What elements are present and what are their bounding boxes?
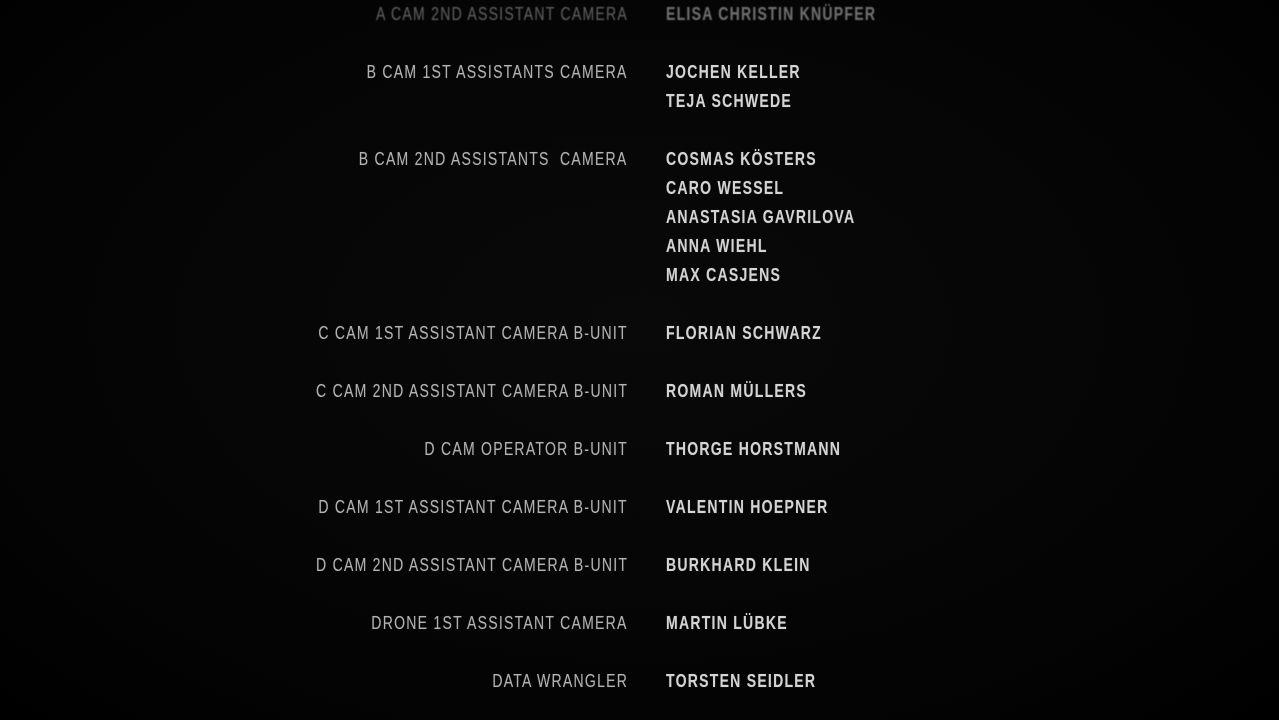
credit-role-text: B CAM 1ST ASSISTANTS CAMERA (367, 62, 628, 82)
credit-role-text: C CAM 1ST ASSISTANT CAMERA B-UNIT (318, 323, 628, 343)
credit-name-text: ELISA CHRISTIN KNÜPFER (666, 4, 877, 24)
credit-group (0, 551, 1279, 580)
credit-name-text: ANASTASIA GAVRILOVA (666, 207, 856, 227)
credit-name (666, 232, 909, 261)
credit-name (666, 609, 822, 638)
credit-names-column (666, 551, 851, 580)
credit-role (0, 319, 628, 348)
credit-role-text: D CAM 2ND ASSISTANT CAMERA B-UNIT (315, 555, 628, 575)
credit-name (666, 145, 909, 174)
credit-group (0, 609, 1279, 638)
credit-role (0, 377, 628, 406)
credit-role-text: DATA WRANGLER (492, 671, 628, 691)
credit-name-text: COSMAS KÖSTERS (666, 149, 817, 169)
credit-role-text: C CAM 2ND ASSISTANT CAMERA B-UNIT (315, 381, 628, 401)
credit-name (666, 0, 936, 29)
credit-group (0, 667, 1279, 696)
credit-names-column (666, 493, 874, 522)
credit-role-column (0, 0, 628, 29)
credit-name-text: MARTIN LÜBKE (666, 613, 788, 633)
credit-name (666, 87, 839, 116)
credit-name (666, 493, 874, 522)
credit-name (666, 174, 909, 203)
credit-group (0, 145, 1279, 290)
credit-role-column (0, 609, 628, 638)
credit-name-text: TEJA SCHWEDE (666, 91, 793, 111)
credit-name (666, 377, 847, 406)
credit-name-text: JOCHEN KELLER (666, 62, 801, 82)
credit-names-column (666, 319, 866, 348)
credit-name (666, 435, 891, 464)
credit-role (0, 551, 628, 580)
credit-names-column (666, 145, 909, 290)
credit-role (0, 145, 628, 174)
credit-name (666, 58, 839, 87)
credit-group (0, 435, 1279, 464)
credit-role (0, 667, 628, 696)
credit-name (666, 667, 859, 696)
credit-role-text: B CAM 2ND ASSISTANTS CAMERA (359, 149, 628, 169)
credit-role-text: DRONE 1ST ASSISTANT CAMERA (371, 613, 628, 633)
credit-name-text: TORSTEN SEIDLER (666, 671, 817, 691)
credit-name (666, 203, 909, 232)
credit-role (0, 58, 628, 87)
credit-role (0, 493, 628, 522)
credit-names-column (666, 609, 822, 638)
credit-role-column (0, 435, 628, 464)
credit-role-column (0, 319, 628, 348)
credit-group (0, 0, 1279, 29)
credit-group (0, 493, 1279, 522)
credit-name-text: ANNA WIEHL (666, 236, 768, 256)
credit-name-text: THORGE HORSTMANN (666, 439, 842, 459)
credit-role-text: D CAM 1ST ASSISTANT CAMERA B-UNIT (318, 497, 628, 517)
credit-names-column (666, 58, 839, 116)
credit-role-column (0, 377, 628, 406)
credit-group (0, 58, 1279, 116)
credit-name-text: FLORIAN SCHWARZ (666, 323, 822, 343)
credit-names-column (666, 667, 859, 696)
credit-name-text: MAX CASJENS (666, 265, 782, 285)
credit-role (0, 435, 628, 464)
credit-name-text: VALENTIN HOEPNER (666, 497, 829, 517)
credit-role (0, 0, 628, 29)
credit-names-column (666, 0, 936, 29)
credit-role-column (0, 551, 628, 580)
credit-name (666, 319, 866, 348)
credit-role-text: A CAM 2ND ASSISTANT CAMERA (376, 4, 628, 24)
credit-name-text: CARO WESSEL (666, 178, 785, 198)
credit-names-column (666, 435, 891, 464)
credit-role-column (0, 58, 628, 87)
credit-role (0, 609, 628, 638)
credit-names-column (666, 377, 847, 406)
credit-group (0, 319, 1279, 348)
credit-group (0, 377, 1279, 406)
credit-name-text: BURKHARD KLEIN (666, 555, 811, 575)
credit-role-column (0, 667, 628, 696)
credit-role-text: D CAM OPERATOR B-UNIT (424, 439, 628, 459)
credit-role-column (0, 493, 628, 522)
credit-name (666, 261, 909, 290)
credit-name-text: ROMAN MÜLLERS (666, 381, 808, 401)
credit-name (666, 551, 851, 580)
credit-role-column (0, 145, 628, 174)
